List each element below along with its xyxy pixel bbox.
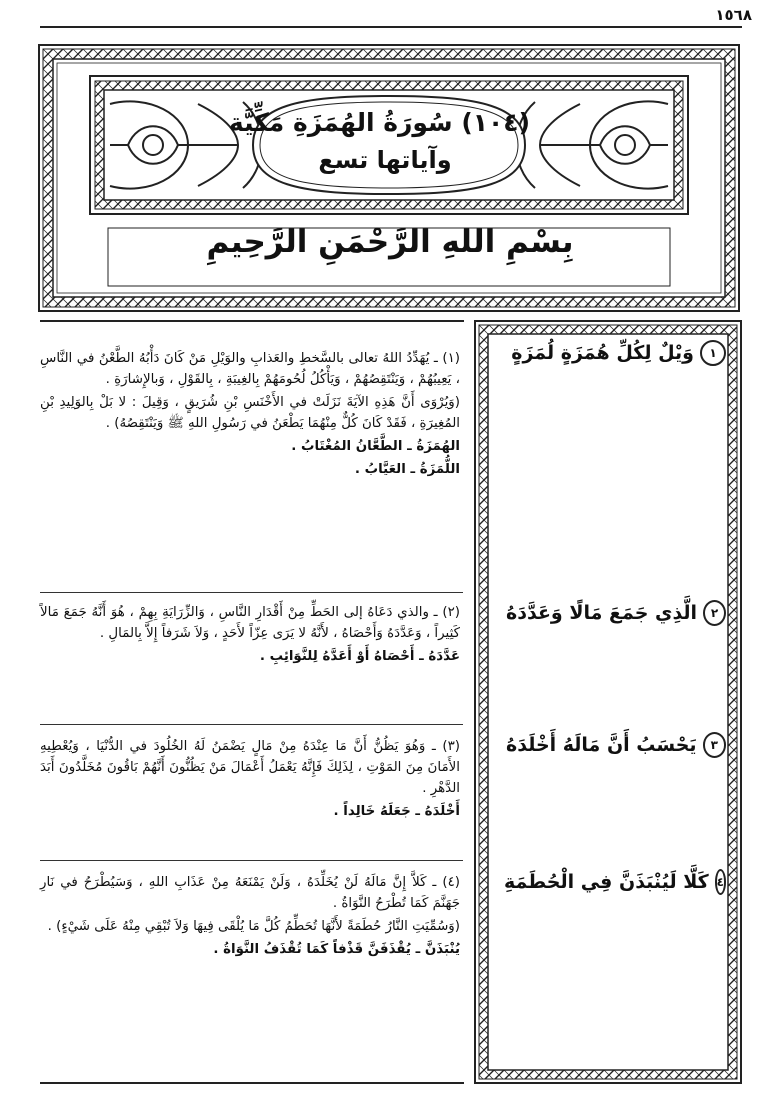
surah-title: (١٠٤) سُورَةُ الهُمَزَةِ مَكِّيَّة xyxy=(228,108,530,137)
verse-number-badge: ١ xyxy=(700,340,726,366)
verse-column-frame xyxy=(474,320,742,1084)
verse-text: الَّذِي جَمَعَ مَالًا وَعَدَّدَهُ xyxy=(506,602,698,624)
verse-number-badge: ٤ xyxy=(715,869,726,895)
commentary-separator xyxy=(40,592,463,593)
left-top-rule xyxy=(40,320,464,322)
surah-verse-count: وآياتها تسع xyxy=(318,146,452,174)
verse-1 xyxy=(506,340,726,366)
commentary-main: (٢) ـ والذي دَعَاهُ إلى الحَطِّ مِنْ أَقْدَارِ النَّاسِ ، وَالزِّرَايَةِ بِهِمْ ، هُوَ أَنَّهُ جَمَعَ مَالاً كَثِيراً ، وَعَدَّدَهُ وَأَحْصَاهُ ، لأَنَّهُ لا يَرَى عِزّاً لأَحَدٍ ، وَلاَ شَرَفاً إِلاَّ بِالمَالِ . xyxy=(40,605,460,641)
commentary-block-3 xyxy=(40,736,460,824)
basmala: بِسْمِ اللهِ الرَّحْمَنِ الرَّحِيمِ xyxy=(206,224,574,260)
verse-text: يَحْسَبُ أَنَّ مَالَهُ أَخْلَدَهُ xyxy=(506,734,697,756)
top-rule xyxy=(40,26,742,28)
left-bottom-rule xyxy=(40,1082,464,1084)
commentary-gloss: عَدَّدَهُ ـ أَحْصَاهُ أَوْ أَعَدَّهُ لِلنَّوَائِبِ . xyxy=(259,649,460,664)
cartouche xyxy=(90,76,688,214)
verse-4 xyxy=(503,869,726,895)
commentary-gloss: الهُمَزَةُ ـ الطَّعَّانُ المُغْتَابُ . xyxy=(291,439,460,454)
commentary-main: (٤) ـ كَلاَّ إِنَّ مَالَهُ لَنْ يُخَلِّدَهُ ، وَلَنْ يَمْنَعَهُ مِنْ عَذَابِ اللهِ ، وَسَيُطْرَحُ في نَارِ جَهَنَّمَ كَمَا تُطْرَحُ النَّوَاةُ . xyxy=(40,875,460,911)
commentary-note: (وَيُرْوَى أَنَّ هَذِهِ الآيَةَ نَزَلَتْ في الأَخْنَسِ بْنِ شُرَيقٍ ، وَقِيلَ : لا بَلْ بِالوَلِيدِ بْنِ المُغِيرَةِ ، فَقَدْ كَانَ كُلٌّ مِنْهُمَا يَطْعَنُ في رَسُولِ اللهِ ﷺ وَيَنْتَقِصُهُ) . xyxy=(40,395,460,431)
commentary-note: (وَسُمِّيَتِ النَّارُ حُطَمَةً لأَنَّهَا تُحَطِّمُ كُلَّ مَا يُلْقَى فِيهَا وَلاَ تُبْقِي مِنْهُ عَلَى شَيْءٍ) . xyxy=(47,919,460,934)
verse-3 xyxy=(506,732,726,758)
commentary-block-1 xyxy=(40,348,460,482)
surah-header-frame xyxy=(38,44,740,312)
verse-text: كَلَّا لَيُنْبَذَنَّ فِي الْحُطَمَةِ xyxy=(503,871,709,893)
commentary-block-4 xyxy=(40,872,460,962)
commentary-main: (١) ـ يُهَدِّدُ اللهُ تعالى بالسَّخطِ والعَذابِ والوَيْلِ مَنْ كَانَ دَأْبُهُ الطَّعْنُ في النَّاسِ ، يَعِيبُهُمْ ، وَيَنْتَقِصُهُمْ ، وَيَأْكُلُ لُحُومَهُمْ بِالغِيبَةِ ، بِالقَوْلِ ، وَبالإِشارَةِ . xyxy=(40,351,460,387)
commentary-gloss: أَخْلَدَهُ ـ جَعَلَهُ خَالِداً . xyxy=(333,804,460,819)
verse-2 xyxy=(506,600,726,626)
commentary-block-2 xyxy=(40,602,460,669)
commentary-gloss: اللُّمَزَةُ ـ العَيَّابُ . xyxy=(354,462,460,477)
commentary-main: (٣) ـ وَهُوَ يَظُنُّ أَنَّ مَا عِنْدَهُ مِنْ مَالٍ يَضْمَنُ لَهُ الخُلُودَ في الدُّنْيَا ، وَيُعْطِيهِ الأَمَانَ مِنَ المَوْتِ ، لِذَلِكَ فَإِنَّهُ يَعْمَلُ أَعْمَالَ مَنْ يَظُنُّونَ أَنَّهُمْ بَاقُونَ مُخَلَّدُونَ أَبَدَ الدَّهْرِ . xyxy=(40,739,460,796)
commentary-separator xyxy=(40,860,463,861)
verse-number-badge: ٣ xyxy=(703,732,726,758)
verse-text: وَيْلٌ لِكُلِّ هُمَزَةٍ لُمَزَةٍ xyxy=(511,342,694,364)
page-number: ١٥٦٨ xyxy=(715,6,752,24)
commentary-gloss: يُنْبَذَنَّ ـ يُقْذَفَنَّ قَذْفاً كَمَا تُقْذَفُ النَّوَاةُ . xyxy=(213,942,460,957)
verse-number-badge: ٢ xyxy=(703,600,726,626)
commentary-separator xyxy=(40,724,463,725)
